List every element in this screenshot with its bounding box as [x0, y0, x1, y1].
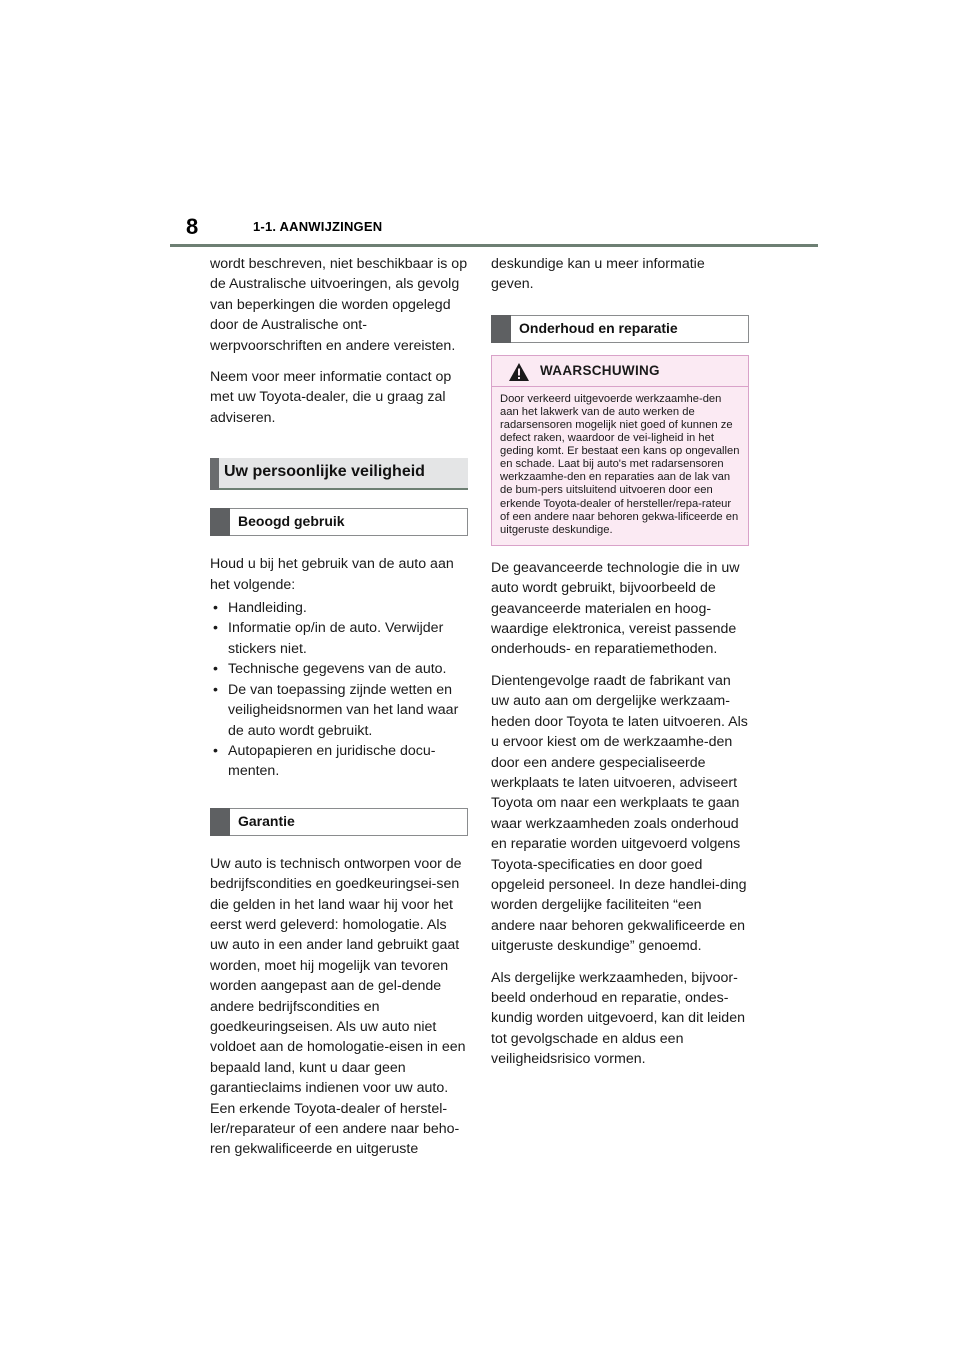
sub-heading-label: Garantie: [238, 812, 295, 829]
sub-heading-label: Onderhoud en reparatie: [519, 319, 678, 336]
sub-heading-warranty: [210, 808, 468, 836]
bullet-list: [210, 598, 468, 782]
list-item: • De van toepassing zijnde wetten en veiligheidsnormen van het land waar de auto wordt gebruikt.: [210, 680, 468, 741]
paragraph: wordt beschreven, niet beschikbaar is op de Australische uitvoeringen, als gevolg van beperkingen die worden opgelegd door de Australische ont-werpvoorschriften en andere vereisten.: [210, 256, 468, 354]
list-item: • Autopapieren en juridische docu-menten.: [210, 741, 468, 782]
sub-heading-label: Beoogd gebruik: [238, 513, 345, 530]
right-column: [491, 254, 749, 1081]
sub-heading-intended-use: [210, 508, 468, 536]
warning-text: Door verkeerd uitgevoerde werkzaamhe-den aan het lakwerk van de auto werken de radarsensoren mogelijk niet goed of kunnen ze defect raken, waardoor de vei-ligheid in het geding komt. Er bestaat een kans op ongevallen en schade. Laat bij auto's met radarsensoren werkzaamhe-den en reparaties aan de lak van de bum-pers uitsluitend uitvoeren door een erkende Toyota-dealer of hersteller/repa-rateur of een andere naar behoren gekwa-lificeerde en uitgeruste deskundige.: [500, 392, 740, 536]
paragraph: Dientengevolge raadt de fabrikant van uw auto aan om dergelijke werkzaam-heden door Toyota te laten uitvoeren. Als u ervoor kiest om de werkzaamhe-den door een andere gespecialiseerde werkplaats te laten uitvoeren, adviseert Toyota om naar een werkplaats te gaan waar werkzaamheden zoals onderhoud en reparatie worden uitgevoerd volgens Toyota-specificaties en door goed opgeleid personeel. In deze handlei-ding worden dergelijke faciliteiten “een andere naar behoren gekwalificeerde en uitgeruste deskundige” genoemd.: [491, 672, 748, 955]
sub-heading-maintenance: [491, 315, 749, 343]
list-item: • Informatie op/in de auto. Verwijder stickers niet.: [210, 618, 468, 659]
paragraph: Neem voor meer informatie contact op met uw Toyota-dealer, die u graag zal adviseren.: [210, 369, 452, 426]
paragraph: Uw auto is technisch ontworpen voor de bedrijfscondities en goedkeuringsei-sen die gelden in het land waar hij voor het eerst werd geleverd: homologatie. Als uw auto in een ander land gebruikt gaat worden, moet hij mogelijk van tevoren worden aangepast aan de gel-dende andere bedrijfscondities en goedkeuringseisen. Als uw auto niet voldoet aan de homologatie-eisen in een bepaald land, kunt u daar geen garantieclaims indienen voor uw auto. Een erkende Toyota-dealer of herstel-ler/reparateur of een andere naar beho-ren gekwalificeerde en uitgeruste: [210, 855, 466, 1158]
warning-box: [491, 355, 749, 546]
chapter-title: 1-1. AANWIJZINGEN: [253, 219, 383, 234]
section-heading-label: Uw persoonlijke veiligheid: [224, 463, 425, 481]
paragraph: Houd u bij het gebruik van de auto aan het volgende:: [210, 556, 454, 593]
page-number: 8: [186, 214, 199, 239]
list-item: • Technische gegevens van de auto.: [210, 659, 468, 679]
header-rule: [170, 244, 818, 247]
warning-title: WAARSCHUWING: [540, 362, 660, 378]
paragraph: Als dergelijke werkzaamheden, bijvoor-beeld onderhoud en reparatie, ondes-kundig worden uitgevoerd, kan dit leiden tot gevolgschade en aldus een veiligheidsrisico vormen.: [491, 969, 745, 1068]
left-column: [210, 254, 468, 1171]
warning-header: [492, 356, 748, 387]
paragraph: De geavanceerde technologie die in uw auto wordt gebruikt, bijvoorbeeld de geavanceerde materialen en hoog-waardige elektronica, vereist passende onderhouds- en reparatiemethoden.: [491, 559, 740, 658]
warning-triangle-icon: [508, 362, 530, 382]
paragraph: deskundige kan u meer informatie geven.: [491, 256, 705, 293]
list-item: • Handleiding.: [210, 598, 468, 618]
section-heading-personal-safety: [210, 458, 468, 490]
